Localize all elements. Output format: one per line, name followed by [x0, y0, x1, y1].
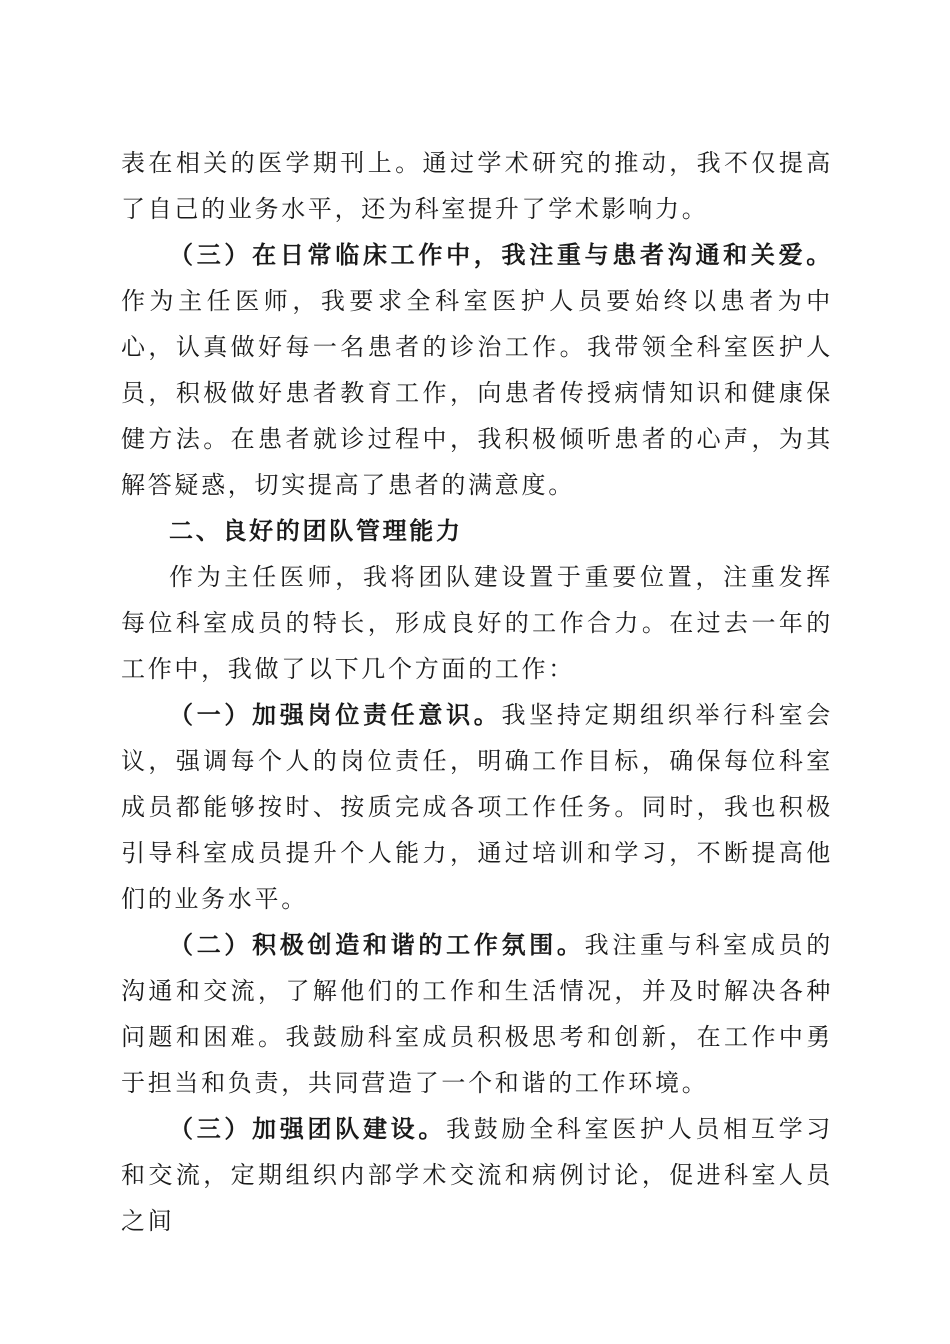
- paragraph-team-building: [121, 1106, 833, 1244]
- paragraph-lead: （三）加强团队建设。: [169, 1115, 447, 1143]
- paragraph-continuation: [121, 140, 833, 232]
- document-body: [121, 140, 833, 1244]
- paragraph-lead: （二）积极创造和谐的工作氛围。: [169, 931, 585, 959]
- paragraph-team-intro: [121, 554, 833, 692]
- section-heading: [121, 508, 833, 554]
- paragraph-text: 作为主任医师，我将团队建设置于重要位置，注重发挥每位科室成员的特长，形成良好的工作合力。在过去一年的工作中，我做了以下几个方面的工作：: [121, 563, 833, 683]
- paragraph-lead: （一）加强岗位责任意识。: [169, 701, 502, 729]
- paragraph-text: 我鼓励全科室医护人员相互学习和交流，定期组织内部学术交流和病例讨论，促进科室人员之间: [121, 1115, 833, 1235]
- section-heading-text: 二、良好的团队管理能力: [169, 517, 463, 545]
- paragraph-text: 我注重与科室成员的沟通和交流，了解他们的工作和生活情况，并及时解决各种问题和困难。我鼓励科室成员积极思考和创新，在工作中勇于担当和负责，共同营造了一个和谐的工作环境。: [121, 931, 833, 1097]
- paragraph-text: 作为主任医师，我要求全科室医护人员要始终以患者为中心，认真做好每一名患者的诊治工作。我带领全科室医护人员，积极做好患者教育工作，向患者传授病情知识和健康保健方法。在患者就诊过程中，我积极倾听患者的心声，为其解答疑惑，切实提高了患者的满意度。: [121, 287, 833, 499]
- paragraph-text: 表在相关的医学期刊上。通过学术研究的推动，我不仅提高了自己的业务水平，还为科室提升了学术影响力。: [121, 149, 833, 223]
- paragraph-patient-care: [121, 232, 833, 508]
- paragraph-lead: （三）在日常临床工作中，我注重与患者沟通和关爱。: [169, 241, 833, 269]
- paragraph-text: 我坚持定期组织举行科室会议，强调每个人的岗位责任，明确工作目标，确保每位科室成员都能够按时、按质完成各项工作任务。同时，我也积极引导科室成员提升个人能力，通过培训和学习，不断提高他们的业务水平。: [121, 701, 833, 913]
- paragraph-responsibility: [121, 692, 833, 922]
- paragraph-atmosphere: [121, 922, 833, 1106]
